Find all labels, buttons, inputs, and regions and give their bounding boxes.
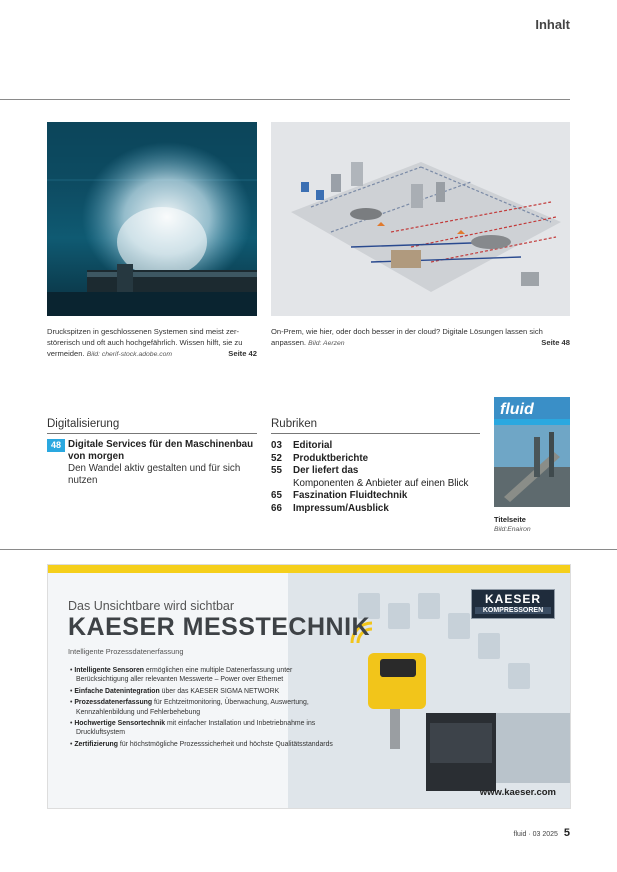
toc-entry-title: Faszination Fluidtechnik [293, 490, 408, 501]
toc-entry-title: Digitale Services für den Maschinenbau von morgen [68, 439, 254, 462]
ad-accent-bar [48, 565, 570, 573]
section-divider [271, 433, 480, 434]
article-image-water-burst[interactable] [47, 122, 257, 316]
caption-text: Druckspitzen in geschlossenen Systemen sind meist zer-störerisch und oft auch hochgefährlich. Wissen hilft, sie zu vermeiden. [47, 327, 243, 358]
logo-line-1: KAESER [484, 592, 541, 606]
ad-feature-item: • Zertifizierung für höchstmögliche Prozesssicherheit und höchste Qualitätsstandards [70, 740, 333, 748]
header-rule [0, 99, 570, 100]
cover-title: Titelseite [494, 515, 526, 524]
toc-entry-title: Impressum/Ausblick [293, 502, 389, 514]
toc-page-number: 66 [271, 502, 282, 514]
cover-thumbnail[interactable] [494, 397, 570, 507]
cover-logo: fluid [500, 401, 534, 418]
cover-credit: Bild:Enairon [494, 526, 531, 533]
kaeser-logo [471, 589, 555, 619]
toc-entry-impressum[interactable] [271, 503, 486, 516]
advertisement-kaeser[interactable] [47, 564, 571, 809]
article-number-badge: 48 [47, 439, 65, 452]
toc-page-number: 55 [271, 465, 282, 476]
toc-entry-title: Editorial [293, 440, 333, 451]
page-ref-link[interactable]: Seite 48 [541, 338, 570, 347]
ad-feature-item: • Einfache Datenintegration über das KAESER SIGMA NETWORK [70, 687, 280, 695]
section-heading-digitalisierung: Digitalisierung [47, 418, 120, 430]
article-image-plant-diagram[interactable] [271, 122, 570, 316]
page-footer [514, 827, 570, 839]
ad-headline: KAESER MESSTECHNIK [68, 613, 371, 641]
caption-credit: Bild: Aerzen [308, 340, 345, 347]
toc-page-number: 03 [271, 440, 282, 451]
toc-entry-digital-services[interactable] [68, 439, 258, 487]
logo-line-2: KOMPRESSOREN [475, 607, 551, 614]
ad-feature-item: • Prozessdatenerfassung für Echtzeitmonitoring, Überwachung, Auswertung, Kennzahlenbildung und Fehlerbehebung [70, 699, 309, 716]
page-number: 5 [563, 827, 570, 839]
rubriken-list [271, 440, 486, 515]
ad-feature-item: • Intelligente Sensoren ermöglichen eine multiple Datenerfassung unter Berücksichtigung aller relevanten Messwerte – Power over Ethernet [70, 667, 293, 684]
page-ref-link[interactable]: Seite 42 [228, 349, 257, 358]
caption-credit: Bild: cherif-stock.adobe.com [86, 351, 173, 358]
toc-entry-subtitle: Komponenten & Anbieter auf einen Blick [293, 477, 469, 489]
ad-subline: Intelligente Prozessdatenerfassung [68, 647, 184, 656]
caption-text: On-Prem, wie hier, oder doch besser in der cloud? Digitale Lösungen lassen sich anpassen. [271, 327, 543, 347]
ad-kicker: Das Unsichtbare wird sichtbar [68, 599, 235, 613]
toc-entry-title: Produktberichte [293, 452, 369, 464]
cover-caption [494, 515, 531, 535]
toc-entry-der-liefert-das[interactable] [271, 465, 486, 490]
toc-entry-faszination[interactable] [271, 490, 486, 503]
section-heading-rubriken: Rubriken [271, 418, 318, 430]
ad-feature-list [70, 666, 335, 751]
toc-entry-editorial[interactable] [271, 440, 486, 453]
toc-page-number: 65 [271, 490, 282, 501]
article-caption-1 [47, 326, 257, 360]
section-divider [47, 433, 257, 434]
section-label: Inhalt [535, 17, 570, 32]
toc-entry-subtitle: Den Wandel aktiv gestalten und für sich nutzen [68, 463, 241, 486]
toc-page-number: 52 [271, 452, 282, 464]
toc-entry-title: Der liefert das [293, 465, 359, 476]
ad-feature-item: • Hochwertige Sensortechnik mit einfacher Installation und Inbetriebnahme ins Druckluftsystem [70, 720, 316, 737]
ad-url-link[interactable]: www.kaeser.com [479, 787, 556, 798]
article-caption-2 [271, 326, 570, 349]
content-divider [0, 549, 617, 550]
toc-entry-produktberichte[interactable] [271, 453, 486, 466]
issue-label: fluid · 03 2025 [513, 831, 558, 838]
